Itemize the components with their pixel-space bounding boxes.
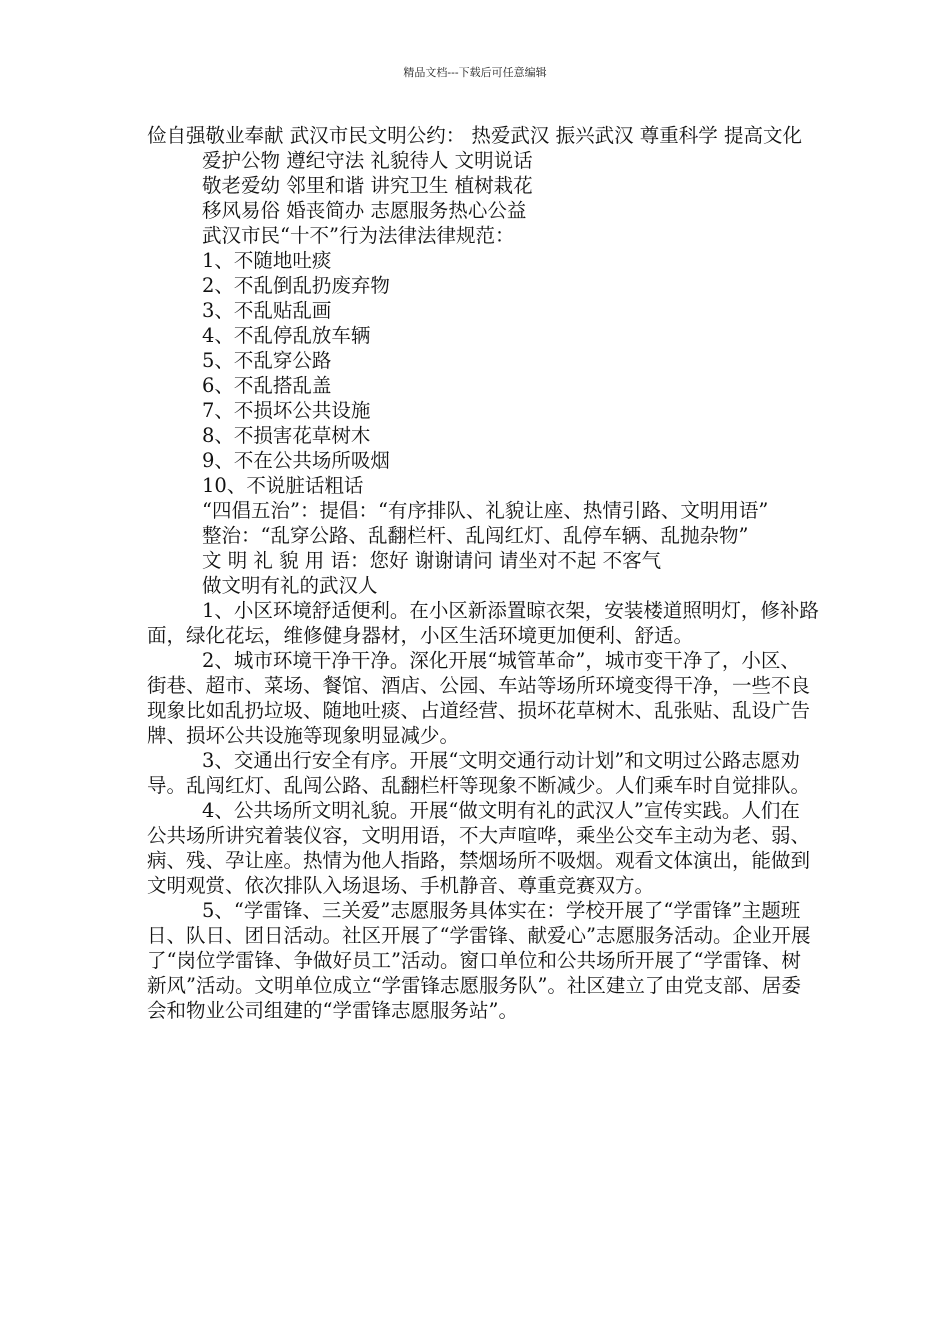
page-header: 精品文档---下载后可任意编辑 [403, 66, 547, 79]
advocate-line: “四倡五治”：提倡：“有序排队、礼貌让座、热情引路、文明用语” [202, 499, 769, 522]
rectify-line: 整治：“乱穿公路、乱翻栏杆、乱闯红灯、乱停车辆、乱抛杂物” [202, 524, 749, 547]
ten-no-item: 9、不在公共场所吸烟 [202, 449, 390, 472]
body-paragraph: 5、“学雷锋、三关爱”志愿服务具体实在：学校开展了“学雷锋”主题班日、队日、团日活动。社区开展了“学雷锋、献爱心”志愿服务活动。企业开展了“岗位学雷锋、争做好员工”活动。窗口单位和公共场所开展了“学雷锋、树新风”活动。文明单位成立“学雷锋志愿服务队”。社区建立了由党支部、居委会和物业公司组建的“学雷锋志愿服务站”。 [147, 899, 811, 1022]
body-paragraph: 1、小区环境舒适便利。在小区新添置晾衣架，安装楼道照明灯，修补路面，绿化花坛，维修健身器材，小区生活环境更加便利、舒适。 [147, 599, 819, 647]
ten-no-item: 1、不随地吐痰 [202, 249, 332, 272]
body-paragraph: 2、城市环境干净干净。深化开展“城管革命”，城市变干净了，小区、街巷、超市、菜场、餐馆、酒店、公园、车站等场所环境变得干净，一些不良现象比如乱扔垃圾、随地吐痰、占道经营、损坏花草树木、乱张贴、乱设广告牌、损坏公共设施等现象明显减少。 [147, 649, 811, 747]
pact-line: 敬老爱幼 邻里和谐 讲究卫生 植树栽花 [202, 174, 533, 197]
intro-line: 俭自强敬业奉献 武汉市民文明公约： 热爱武汉 振兴武汉 尊重科学 提高文化 [147, 124, 802, 147]
polite-words-line: 文 明 礼 貌 用 语：您好 谢谢请问 请坐对不起 不客气 [202, 549, 662, 572]
document-body [147, 123, 819, 1023]
ten-no-title: 武汉市民“十不”行为法律法律规范： [202, 224, 515, 247]
ten-no-item: 6、不乱搭乱盖 [202, 374, 332, 397]
pact-line: 爱护公物 遵纪守法 礼貌待人 文明说话 [202, 149, 533, 172]
body-paragraph: 4、公共场所文明礼貌。开展“做文明有礼的武汉人”宣传实践。人们在公共场所讲究着装仪容，文明用语，不大声喧哗，乘坐公交车主动为老、弱、病、残、孕让座。热情为他人指路，禁烟场所不吸烟。观看文体演出，能做到文明观赏、依次排队入场退场、手机静音、尊重竞赛双方。 [147, 799, 811, 897]
ten-no-item: 10、不说脏话粗话 [202, 474, 364, 497]
ten-no-item: 2、不乱倒乱扔废弃物 [202, 274, 390, 297]
pact-line: 移风易俗 婚丧简办 志愿服务热心公益 [202, 199, 527, 222]
ten-no-item: 4、不乱停乱放车辆 [202, 324, 371, 347]
ten-no-item: 7、不损坏公共设施 [202, 399, 371, 422]
ten-no-item: 5、不乱穿公路 [202, 349, 332, 372]
body-paragraph: 3、交通出行安全有序。开展“文明交通行动计划”和文明过公路志愿劝导。乱闯红灯、乱闯公路、乱翻栏杆等现象不断减少。人们乘车时自觉排队。 [147, 749, 811, 797]
civil-title: 做文明有礼的武汉人 [202, 574, 378, 597]
ten-no-item: 8、不损害花草树木 [202, 424, 371, 447]
ten-no-item: 3、不乱贴乱画 [202, 299, 332, 322]
